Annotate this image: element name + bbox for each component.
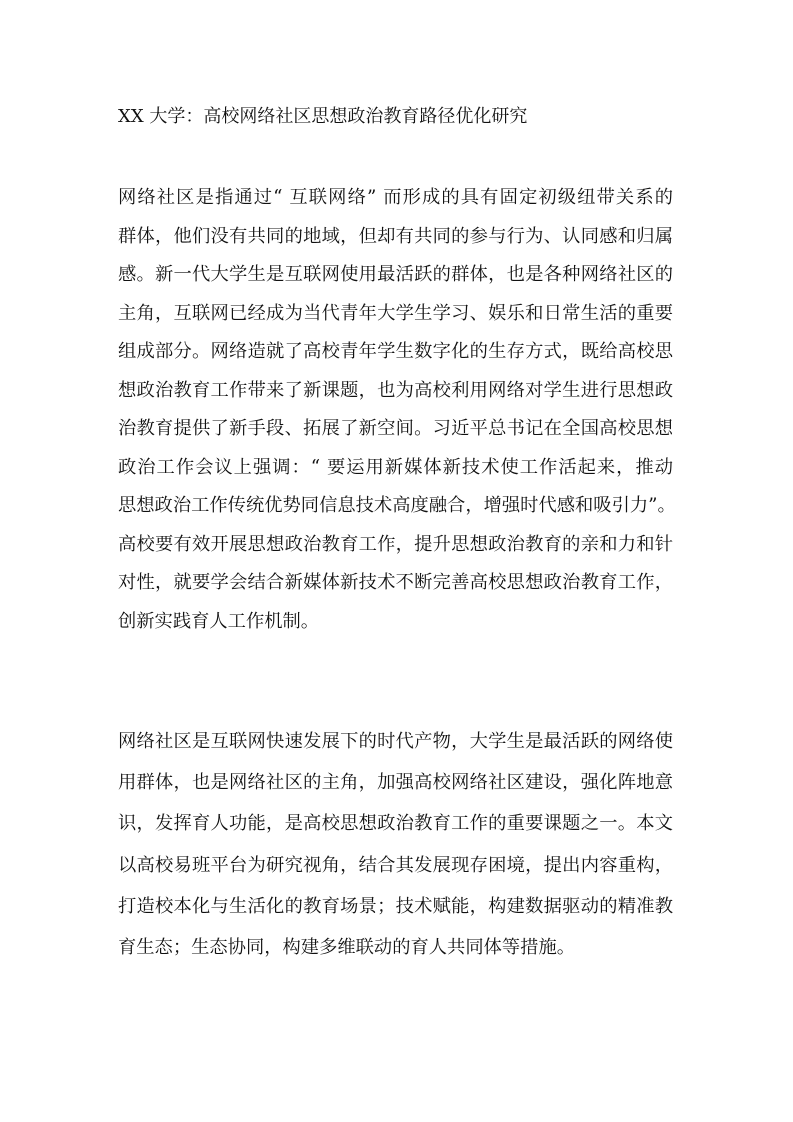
text-line: 创新实践育人工作机制。 — [118, 610, 320, 632]
text-line: 想政治教育工作带来了新课题，也为高校利用网络对学生进行思想政 — [118, 379, 673, 401]
text-line: 主角，互联网已经成为当代青年大学生学习、娱乐和日常生活的重要 — [118, 302, 673, 324]
paragraph-2 — [118, 730, 673, 977]
text-line: 网络社区是互联网快速发展下的时代产物，大学生是最活跃的网络使 — [118, 731, 673, 752]
paragraph-1 — [118, 186, 676, 648]
text-line: 治教育提供了新手段、拓展了新空间。习近平总书记在全国高校思想 — [118, 418, 673, 439]
text-line: 识，发挥育人功能，是高校思想政治教育工作的重要课题之一。本文 — [118, 813, 673, 835]
document-title: XX 大学：高校网络社区思想政治教育路径优化研究 — [118, 106, 528, 127]
text-line: 网络社区是指通过“ 互联网络” 而形成的具有固定初级纽带关系的 — [118, 187, 673, 208]
text-line: 打造校本化与生活化的教育场景；技术赋能，构建数据驱动的精准教 — [118, 895, 673, 917]
text-line: 组成部分。网络造就了高校青年学生数字化的生存方式，既给高校思 — [118, 341, 673, 362]
text-line: 感。新一代大学生是互联网使用最活跃的群体，也是各种网络社区的 — [118, 264, 673, 285]
text-line: 高校要有效开展思想政治教育工作，提升思想政治教育的亲和力和针 — [118, 533, 673, 555]
text-line: 思想政治工作传统优势同信息技术高度融合，增强时代感和吸引力”。 — [118, 495, 676, 516]
text-line: 以高校易班平台为研究视角，结合其发展现存困境，提出内容重构， — [118, 854, 673, 876]
text-line: 群体，他们没有共同的地域，但却有共同的参与行为、认同感和归属 — [118, 225, 673, 247]
text-line: 对性，就要学会结合新媒体新技术不断完善高校思想政治教育工作， — [118, 572, 673, 593]
text-line: 政治工作会议上强调：“ 要运用新媒体新技术使工作活起来，推动 — [118, 456, 673, 478]
text-line: 用群体，也是网络社区的主角，加强高校网络社区建设，强化阵地意 — [118, 772, 673, 794]
text-line: 育生态；生态协同，构建多维联动的育人共同体等措施。 — [118, 936, 576, 958]
